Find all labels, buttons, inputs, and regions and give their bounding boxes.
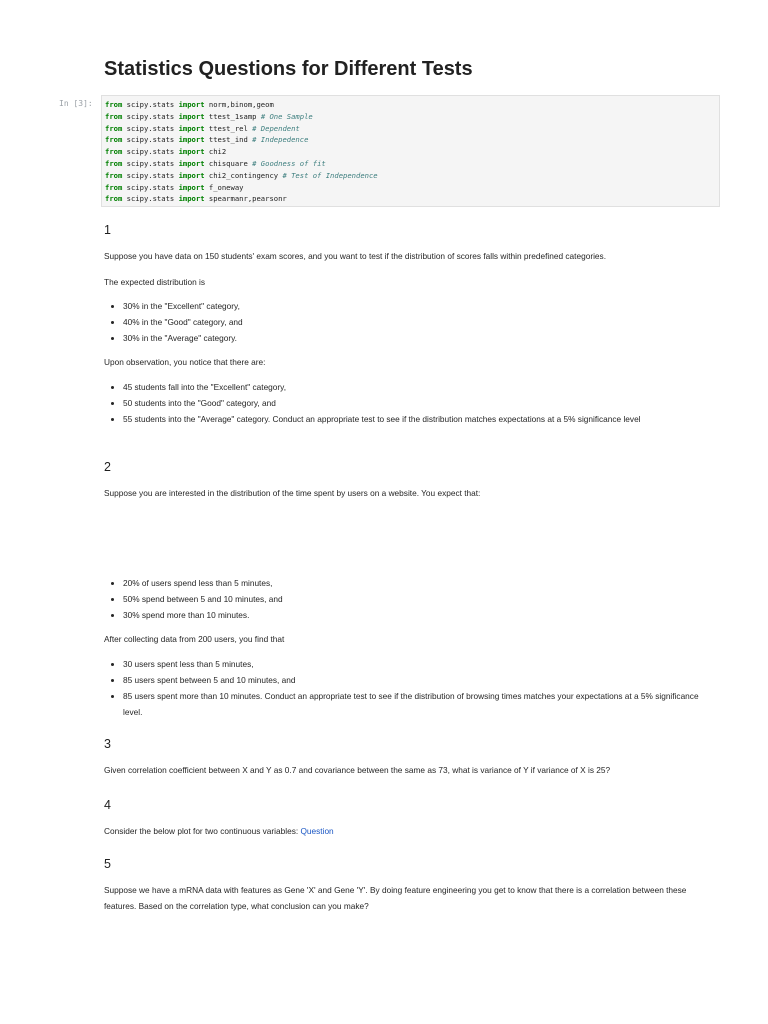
keyword-from: from: [105, 135, 123, 145]
imported-names: chi2: [204, 147, 227, 157]
keyword-import: import: [178, 194, 205, 204]
code-comment: # Indepedence: [252, 135, 309, 145]
question-4-heading: 4: [104, 798, 111, 812]
question-1-expected-list: [104, 298, 714, 346]
question-4: [104, 797, 714, 839]
question-1-observed-label: Upon observation, you notice that there are:: [104, 357, 266, 367]
keyword-from: from: [105, 123, 123, 133]
question-1-heading: 1: [104, 223, 111, 237]
question-2-heading: 2: [104, 460, 111, 474]
cell-prompt: In [3]:: [59, 99, 93, 108]
keyword-import: import: [178, 123, 205, 133]
question-2: [104, 459, 714, 501]
imported-names: chisquare: [204, 158, 253, 168]
imported-names: ttest_1samp: [204, 111, 261, 121]
question-3: [104, 736, 714, 778]
keyword-import: import: [178, 135, 205, 145]
code-cell[interactable]: [101, 95, 720, 207]
imported-names: chi2_contingency: [204, 170, 283, 180]
code-line: [105, 182, 719, 194]
imported-names: ttest_ind: [204, 135, 253, 145]
list-item: • 30% in the "Excellent" category,: [123, 298, 714, 314]
question-1-observed-list: [104, 379, 714, 427]
code-comment: # Dependent: [252, 123, 300, 133]
code-line: [105, 158, 719, 170]
imported-names: norm,binom,geom: [204, 100, 274, 109]
keyword-from: from: [105, 111, 123, 121]
list-item: • 40% in the "Good" category, and: [123, 314, 714, 330]
page-title: Statistics Questions for Different Tests: [104, 58, 473, 80]
module-name: scipy.stats: [122, 135, 179, 145]
code-line: [105, 123, 719, 135]
keyword-import: import: [178, 158, 205, 168]
question-5-heading: 5: [104, 857, 111, 871]
module-name: scipy.stats: [122, 194, 179, 204]
question-1: [104, 222, 714, 427]
imported-names: spearmanr,pearsonr: [204, 194, 287, 204]
list-item: • 30% spend more than 10 minutes.: [123, 607, 714, 623]
module-name: scipy.stats: [122, 123, 179, 133]
question-5: [104, 856, 714, 914]
question-3-text: Given correlation coefficient between X and Y as 0.7 and covariance between the same as 73, what is variance of Y if variance of X is 25?: [104, 765, 611, 775]
imported-names: ttest_rel: [204, 123, 253, 133]
question-1-intro: Suppose you have data on 150 students' exam scores, and you want to test if the distribution of scores falls within predefined categories.: [104, 251, 606, 261]
question-2-body: [104, 575, 714, 720]
question-2-observed-label: After collecting data from 200 users, you find that: [104, 634, 285, 644]
code-line: [105, 99, 719, 111]
module-name: scipy.stats: [122, 100, 179, 109]
keyword-from: from: [105, 170, 123, 180]
code-line: [105, 134, 719, 146]
keyword-from: from: [105, 158, 123, 168]
keyword-import: import: [178, 111, 205, 121]
keyword-import: import: [178, 182, 205, 192]
list-item: • 30% in the "Average" category.: [123, 330, 714, 346]
imported-names: f_oneway: [204, 182, 244, 192]
code-line: [105, 111, 719, 123]
question-3-heading: 3: [104, 737, 111, 751]
question-2-intro: Suppose you are interested in the distribution of the time spent by users on a website. You expect that:: [104, 488, 481, 498]
keyword-import: import: [178, 147, 205, 157]
question-5-text: Suppose we have a mRNA data with features as Gene 'X' and Gene 'Y'. By doing feature engineering you get to know that there is a correlation between these features. Based on the correlation type, what conclusion can you make?: [104, 885, 687, 911]
question-1-expected-label: The expected distribution is: [104, 277, 206, 287]
module-name: scipy.stats: [122, 158, 179, 168]
code-comment: # One Sample: [260, 111, 313, 121]
module-name: scipy.stats: [122, 170, 179, 180]
list-item: • 85 users spent between 5 and 10 minutes, and: [123, 672, 714, 688]
question-4-text: Consider the below plot for two continuous variables:: [104, 826, 301, 836]
list-item: • 20% of users spend less than 5 minutes,: [123, 575, 714, 591]
keyword-from: from: [105, 194, 123, 204]
module-name: scipy.stats: [122, 111, 179, 121]
module-name: scipy.stats: [122, 147, 179, 157]
keyword-from: from: [105, 182, 123, 192]
list-item: • 45 students fall into the "Excellent" category,: [123, 379, 714, 395]
list-item: • 85 users spent more than 10 minutes. Conduct an appropriate test to see if the distribution of browsing times matches your expectations at a 5% significance level.: [123, 688, 714, 720]
question-link[interactable]: Question: [300, 826, 334, 836]
list-item: • 55 students into the "Average" category. Conduct an appropriate test to see if the distribution matches expectations at a 5% significance level: [123, 411, 714, 427]
keyword-import: import: [178, 100, 205, 109]
code-line: [105, 193, 719, 205]
code-comment: # Test of Independence: [282, 170, 378, 180]
list-item: • 30 users spent less than 5 minutes,: [123, 656, 714, 672]
list-item: • 50 students into the "Good" category, and: [123, 395, 714, 411]
keyword-from: from: [105, 147, 123, 157]
question-4-paragraph: [104, 823, 714, 839]
code-comment: # Goodness of fit: [252, 158, 326, 168]
code-line: [105, 170, 719, 182]
module-name: scipy.stats: [122, 182, 179, 192]
keyword-import: import: [178, 170, 205, 180]
keyword-from: from: [105, 100, 123, 109]
question-2-expected-list: [104, 575, 714, 623]
question-2-observed-list: [104, 656, 714, 720]
code-line: [105, 146, 719, 158]
list-item: • 50% spend between 5 and 10 minutes, and: [123, 591, 714, 607]
